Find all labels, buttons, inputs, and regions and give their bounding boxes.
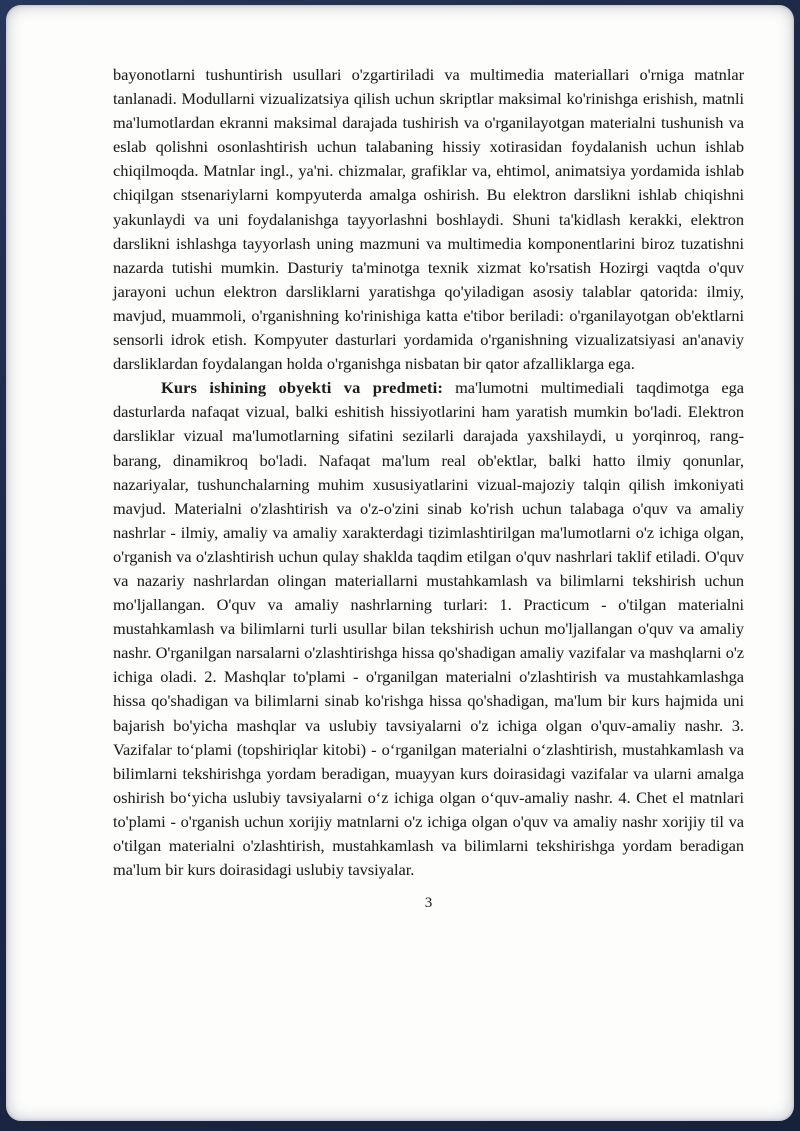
paragraph-text: bayonotlarni tushuntirish usullari o'zgartiriladi va multimedia materiallari o'rniga matnlar tanlanadi. Modullarni vizualizatsiya qilish uchun skriptlar maksimal ko'rinishga erishish, matnli ma'lumotlardan ekranni maksimal darajada tushirish va o'rganilayotgan materialni tushunish va eslab qolishni osonlashtirish uchun talabaning hissiy xotirasidan foydalanish uchun ishlab chiqilmoqda. Matnlar ingl., ya'ni. chizmalar, grafiklar va, ehtimol, animatsiya yordamida ishlab chiqilgan stsenariylarni kompyuterda amalga oshirish. Bu elektron darslikni ishlab chiqishni yakunlaydi va uni foydalanishga tayyorlashni boshlaydi. Shuni ta'kidlash kerakki, elektron darslikni ishlashga tayyorlash uning mazmuni va multimedia komponentlarini biroz tuzatishni nazarda tutishi mumkin. Dasturiy ta'minotga texnik xizmat ko'rsatish Hozirgi vaqtda o'quv jarayoni uchun elektron darsliklarni yaratishga qo'yiladigan asosiy talablar qatorida: ilmiy, mavjud, muammoli, o'rganishning ko'rinishiga katta e'tibor beriladi: o'rganilayotgan ob'ektlarni sensorli idrok etish. Kompyuter dasturlari yordamida o'rganishning vizualizatsiyasi an'anaviy darsliklardan foydalangan holda o'rganishga nisbatan bir qator afzalliklarga ega. [113, 65, 744, 374]
paragraph-text: ma'lumotni multimediali taqdimotga ega dasturlarda nafaqat vizual, balki eshitish hissiyotlarini ham yaratish mumkin bo'ladi. Elektron darsliklar vizual ma'lumotlarning sifatini sezilarli darajada yaxshilaydi, u yorqinroq, rang-barang, dinamikroq bo'ladi. Nafaqat ma'lum real ob'ektlar, balki hatto ilmiy qonunlar, nazariyalar, tushunchalarning muhim xususiyatlarini vizual-majoziy talqin qilish imkoniyati mavjud. Materialni o'zlashtirish va o'z-o'zini sinab ko'rish uchun talabaga o'quv va amaliy nashrlar - ilmiy, amaliy va amaliy xarakterdagi tizimlashtirilgan ma'lumotlarni o'z ichiga olgan, o'rganish va o'zlashtirish uchun qulay shaklda taqdim etilgan o'quv nashrlari taklif etiladi. O'quv va nazariy nashrlardan olingan materiallarni mustahkamlash va bilimlarni tekshirish uchun mo'ljallangan. O'quv va amaliy nashrlarning turlari: 1. Practicum - o'tilgan materialni mustahkamlash va bilimlarni turli usullar bilan tekshirish uchun mo'ljallangan o'quv va amaliy nashr. O'rganilgan narsalarni o'zlashtirishga hissa qo'shadigan amaliy vazifalar va mashqlarni o'z ichiga oladi. 2. Mashqlar to'plami - o'rganilgan materialni o'zlashtirish va mustahkamlashga hissa qo'shadigan va bilimlarni sinab ko'rishga hissa qo'shadigan, ma'lum bir kurs hajmida uni bajarish bo'yicha mashqlar va uslubiy tavsiyalarni o'z ichiga olgan o'quv-amaliy nashr. 3. Vazifalar to‘plami (topshiriqlar kitobi) - o‘rganilgan materialni o‘zlashtirish, mustahkamlash va bilimlarni tekshirishga yordam beradigan, muayyan kurs doirasidagi vazifalar va ularni amalga oshirish bo‘yicha uslubiy tavsiyalarni o‘z ichiga olgan o‘quv-amaliy nashr. 4. Chet el matnlari to'plami - o'rganish uchun xorijiy matnlarni o'z ichiga olgan o'quv va amaliy nashr xorijiy til va o'tilgan materialni o'zlashtirish, mustahkamlash va bilimlarni tekshirishga yordam beradigan ma'lum bir kurs doirasidagi uslubiy tavsiyalar. [113, 378, 744, 880]
document-body [113, 63, 744, 915]
page-number: 3 [424, 895, 433, 912]
paragraph-kurs-ishining [113, 376, 744, 882]
paragraph-bold-lead: Kurs ishining obyekti va predmeti: [161, 378, 444, 398]
document-page [6, 5, 794, 1121]
paragraph-continuation [113, 63, 744, 376]
